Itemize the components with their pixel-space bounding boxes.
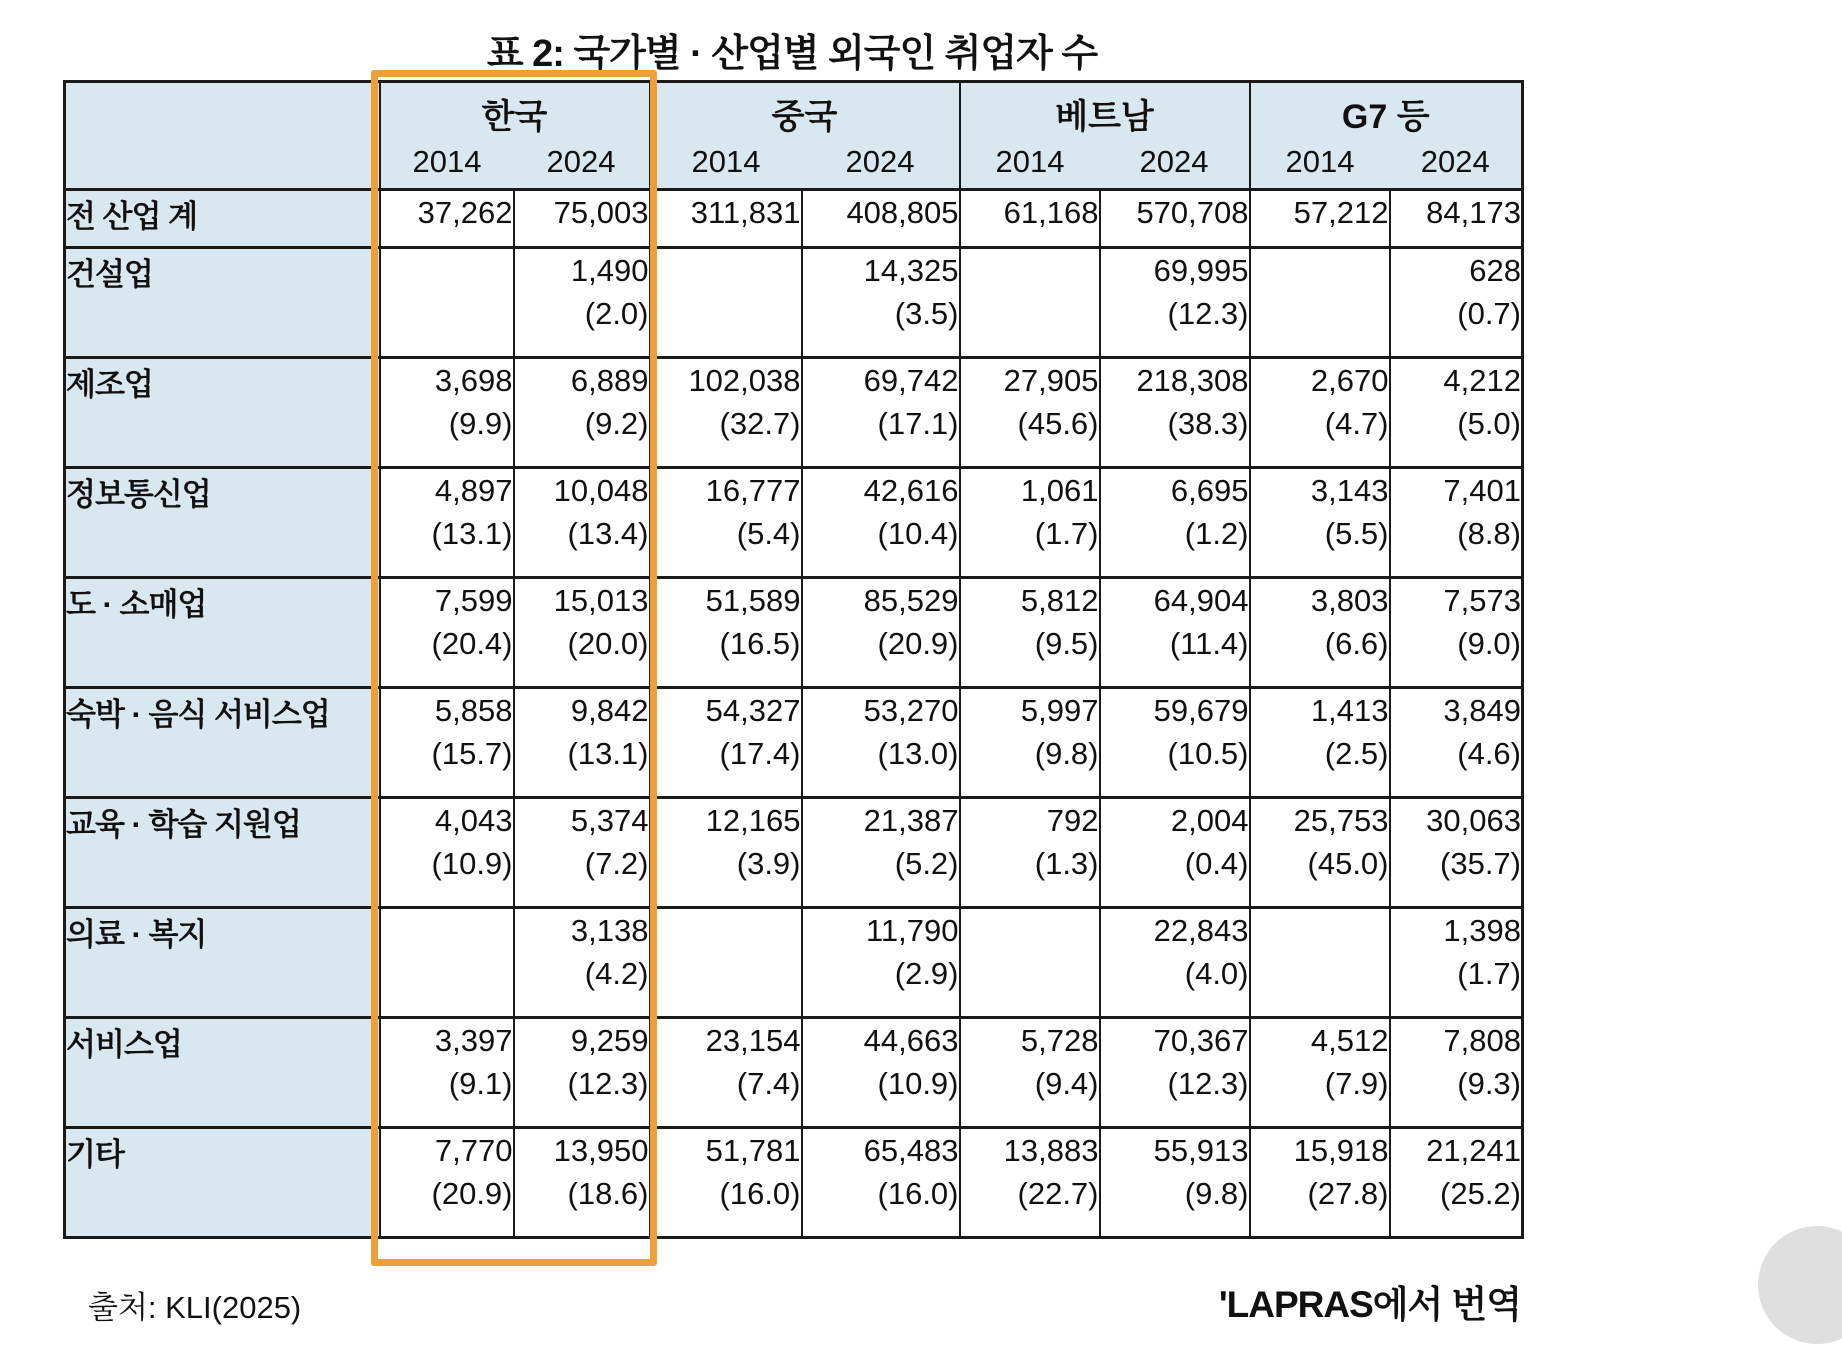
- cell-percent: (9.5): [1034, 626, 1099, 661]
- value-cell: [1100, 798, 1250, 908]
- cell-value: 1,490: [570, 253, 649, 288]
- cell-value: 570,708: [1136, 195, 1249, 230]
- cell-percent: (13.1): [567, 736, 649, 771]
- cell-value: 21,241: [1426, 1133, 1521, 1168]
- value-cell: [1390, 1018, 1523, 1128]
- value-cell: [650, 578, 802, 688]
- cell-value: 3,138: [570, 913, 649, 948]
- cell-percent: (2.0): [584, 296, 649, 331]
- cell-percent: (12.3): [567, 1066, 649, 1101]
- cell-value: 44,663: [863, 1023, 959, 1058]
- value-cell: [380, 248, 514, 358]
- cell-percent: (8.8): [1457, 516, 1521, 551]
- cell-value: 9,259: [570, 1023, 649, 1058]
- translation-credit: 'LAPRAS에서 번역: [1218, 1284, 1521, 1325]
- value-cell: [960, 190, 1100, 248]
- cell-percent: (4.7): [1324, 406, 1389, 441]
- cell-percent: (9.2): [584, 406, 649, 441]
- watermark-circle: [1758, 1226, 1842, 1344]
- cell-value: 2,004: [1170, 803, 1249, 838]
- cell-percent: (3.5): [894, 296, 959, 331]
- cell-percent: (9.4): [1034, 1066, 1099, 1101]
- year-header: 2014: [380, 144, 514, 190]
- cell-percent: (4.6): [1457, 736, 1521, 771]
- cell-value: 1,413: [1310, 693, 1389, 728]
- cell-value: 13,883: [1003, 1133, 1099, 1168]
- cell-percent: (10.4): [877, 516, 959, 551]
- cell-percent: (9.8): [1184, 1176, 1249, 1211]
- value-cell: [380, 468, 514, 578]
- value-cell: [1100, 358, 1250, 468]
- cell-value: 51,589: [705, 583, 801, 618]
- value-cell: [650, 1018, 802, 1128]
- cell-value: 57,212: [1293, 195, 1389, 230]
- value-cell: [1250, 578, 1390, 688]
- value-cell: [1390, 688, 1523, 798]
- value-cell: [1100, 578, 1250, 688]
- cell-value: 85,529: [863, 583, 959, 618]
- cell-value: 84,173: [1426, 195, 1521, 230]
- value-cell: [802, 468, 960, 578]
- page-title: 표 2: 국가별 · 산업별 외국인 취업자 수: [486, 33, 1098, 75]
- cell-value: 15,918: [1293, 1133, 1389, 1168]
- value-cell: [380, 1018, 514, 1128]
- value-cell: [380, 908, 514, 1018]
- value-cell: [960, 908, 1100, 1018]
- value-cell: [1390, 358, 1523, 468]
- table-row: [65, 358, 1523, 468]
- cell-percent: (20.0): [567, 626, 649, 661]
- cell-percent: (9.3): [1457, 1066, 1521, 1101]
- value-cell: [514, 578, 650, 688]
- cell-percent: (0.7): [1457, 296, 1521, 331]
- table-header: [65, 82, 1523, 190]
- value-cell: [1250, 190, 1390, 248]
- cell-percent: (11.4): [1169, 626, 1249, 661]
- year-header: 2014: [1250, 144, 1390, 190]
- cell-percent: (20.9): [431, 1176, 513, 1211]
- cell-value: 3,397: [434, 1023, 513, 1058]
- value-cell: [802, 248, 960, 358]
- cell-value: 1,398: [1443, 913, 1521, 948]
- cell-percent: (20.9): [877, 626, 959, 661]
- cell-percent: (45.6): [1017, 406, 1099, 441]
- column-group-header: 베트남: [960, 82, 1250, 144]
- table-row: [65, 468, 1523, 578]
- row-label: 숙박 · 음식 서비스업: [65, 688, 380, 798]
- value-cell: [650, 798, 802, 908]
- value-cell: [960, 578, 1100, 688]
- table-row: [65, 248, 1523, 358]
- cell-percent: (10.9): [431, 846, 513, 881]
- table-row: [65, 1018, 1523, 1128]
- cell-value: 9,842: [570, 693, 649, 728]
- cell-percent: (0.4): [1184, 846, 1249, 881]
- cell-value: 5,374: [570, 803, 649, 838]
- row-label: 기타: [65, 1128, 380, 1238]
- cell-value: 628: [1469, 253, 1521, 288]
- year-header: 2014: [960, 144, 1100, 190]
- cell-value: 408,805: [846, 195, 959, 230]
- value-cell: [514, 190, 650, 248]
- cell-percent: (7.9): [1324, 1066, 1389, 1101]
- value-cell: [380, 798, 514, 908]
- year-header: 2024: [1390, 144, 1523, 190]
- cell-percent: (9.0): [1457, 626, 1521, 661]
- cell-percent: (22.7): [1017, 1176, 1099, 1211]
- cell-value: 4,043: [434, 803, 513, 838]
- cell-value: 15,013: [553, 583, 649, 618]
- value-cell: [514, 358, 650, 468]
- value-cell: [650, 248, 802, 358]
- cell-percent: (17.4): [719, 736, 801, 771]
- cell-value: 51,781: [705, 1133, 801, 1168]
- value-cell: [1100, 190, 1250, 248]
- cell-value: 4,897: [434, 473, 513, 508]
- cell-percent: (32.7): [719, 406, 801, 441]
- cell-percent: (7.4): [736, 1066, 801, 1101]
- cell-percent: (25.2): [1440, 1176, 1521, 1211]
- cell-value: 75,003: [553, 195, 649, 230]
- table-row: [65, 1128, 1523, 1238]
- value-cell: [1100, 1128, 1250, 1238]
- cell-percent: (9.9): [448, 406, 513, 441]
- cell-percent: (10.5): [1167, 736, 1249, 771]
- value-cell: [514, 468, 650, 578]
- corner-cell: [65, 82, 380, 190]
- value-cell: [380, 578, 514, 688]
- value-cell: [380, 688, 514, 798]
- value-cell: [1390, 798, 1523, 908]
- cell-percent: (13.4): [567, 516, 649, 551]
- cell-percent: (3.9): [736, 846, 801, 881]
- foreign-workers-table: [63, 80, 1524, 1239]
- year-header: 2014: [650, 144, 802, 190]
- value-cell: [960, 1128, 1100, 1238]
- value-cell: [1250, 358, 1390, 468]
- cell-percent: (2.9): [894, 956, 959, 991]
- cell-percent: (5.4): [736, 516, 801, 551]
- cell-value: 10,048: [553, 473, 649, 508]
- cell-value: 7,599: [434, 583, 513, 618]
- cell-value: 3,143: [1310, 473, 1389, 508]
- value-cell: [1250, 688, 1390, 798]
- cell-value: 11,790: [865, 913, 959, 948]
- value-cell: [1250, 798, 1390, 908]
- cell-percent: (9.8): [1034, 736, 1099, 771]
- cell-value: 5,997: [1020, 693, 1099, 728]
- cell-percent: (1.2): [1184, 516, 1249, 551]
- table-row: [65, 190, 1523, 248]
- cell-value: 3,849: [1443, 693, 1521, 728]
- row-label: 제조업: [65, 358, 380, 468]
- cell-percent: (5.2): [894, 846, 959, 881]
- value-cell: [960, 798, 1100, 908]
- value-cell: [1390, 468, 1523, 578]
- value-cell: [802, 1128, 960, 1238]
- cell-value: 69,742: [863, 363, 959, 398]
- value-cell: [1100, 468, 1250, 578]
- cell-value: 4,512: [1310, 1023, 1389, 1058]
- row-label: 서비스업: [65, 1018, 380, 1128]
- cell-value: 61,168: [1003, 195, 1099, 230]
- table-row: [65, 908, 1523, 1018]
- cell-value: 64,904: [1153, 583, 1249, 618]
- column-group-header: G7 등: [1250, 82, 1523, 144]
- cell-value: 12,165: [705, 803, 801, 838]
- cell-percent: (4.2): [584, 956, 649, 991]
- value-cell: [802, 1018, 960, 1128]
- cell-percent: (45.0): [1307, 846, 1389, 881]
- value-cell: [1390, 248, 1523, 358]
- cell-value: 3,803: [1310, 583, 1389, 618]
- country-header-row: [65, 82, 1523, 144]
- cell-value: 5,728: [1020, 1023, 1099, 1058]
- value-cell: [1390, 578, 1523, 688]
- row-label: 건설업: [65, 248, 380, 358]
- row-label: 도 · 소매업: [65, 578, 380, 688]
- cell-percent: (6.6): [1324, 626, 1389, 661]
- value-cell: [960, 688, 1100, 798]
- value-cell: [380, 190, 514, 248]
- cell-percent: (4.0): [1184, 956, 1249, 991]
- cell-value: 218,308: [1136, 363, 1249, 398]
- cell-value: 6,695: [1170, 473, 1249, 508]
- value-cell: [380, 1128, 514, 1238]
- cell-percent: (16.0): [719, 1176, 801, 1211]
- cell-value: 21,387: [863, 803, 959, 838]
- value-cell: [1100, 688, 1250, 798]
- value-cell: [514, 798, 650, 908]
- cell-percent: (1.3): [1034, 846, 1099, 881]
- cell-value: 70,367: [1153, 1023, 1249, 1058]
- value-cell: [1250, 248, 1390, 358]
- value-cell: [514, 1128, 650, 1238]
- cell-value: 25,753: [1293, 803, 1389, 838]
- value-cell: [514, 248, 650, 358]
- cell-value: 59,679: [1153, 693, 1249, 728]
- cell-value: 30,063: [1426, 803, 1521, 838]
- cell-value: 7,770: [434, 1133, 513, 1168]
- value-cell: [650, 688, 802, 798]
- cell-percent: (5.5): [1324, 516, 1389, 551]
- value-cell: [1250, 1018, 1390, 1128]
- year-header: 2024: [1100, 144, 1250, 190]
- cell-value: 7,401: [1443, 473, 1521, 508]
- table-row: [65, 688, 1523, 798]
- value-cell: [650, 1128, 802, 1238]
- value-cell: [1250, 908, 1390, 1018]
- cell-value: 5,858: [434, 693, 513, 728]
- value-cell: [650, 468, 802, 578]
- cell-percent: (13.1): [431, 516, 513, 551]
- cell-percent: (16.0): [877, 1176, 959, 1211]
- cell-value: 27,905: [1003, 363, 1099, 398]
- cell-percent: (13.0): [877, 736, 959, 771]
- cell-value: 14,325: [863, 253, 959, 288]
- cell-value: 65,483: [863, 1133, 959, 1168]
- cell-value: 69,995: [1153, 253, 1249, 288]
- year-header: 2024: [514, 144, 650, 190]
- value-cell: [1250, 1128, 1390, 1238]
- table-body: [65, 190, 1523, 1238]
- cell-value: 6,889: [570, 363, 649, 398]
- cell-value: 55,913: [1153, 1133, 1249, 1168]
- value-cell: [802, 908, 960, 1018]
- cell-value: 4,212: [1443, 363, 1521, 398]
- cell-percent: (35.7): [1440, 846, 1521, 881]
- cell-value: 3,698: [434, 363, 513, 398]
- cell-percent: (12.3): [1167, 296, 1249, 331]
- cell-percent: (12.3): [1167, 1066, 1249, 1101]
- cell-value: 7,573: [1443, 583, 1521, 618]
- value-cell: [650, 190, 802, 248]
- cell-percent: (2.5): [1324, 736, 1389, 771]
- cell-percent: (9.1): [448, 1066, 513, 1101]
- cell-percent: (17.1): [877, 406, 959, 441]
- table-row: [65, 578, 1523, 688]
- value-cell: [514, 688, 650, 798]
- cell-value: 22,843: [1153, 913, 1249, 948]
- source-note: 출처: KLI(2025): [88, 1290, 302, 1325]
- cell-percent: (18.6): [567, 1176, 649, 1211]
- row-label: 교육 · 학습 지원업: [65, 798, 380, 908]
- cell-value: 42,616: [863, 473, 959, 508]
- table-row: [65, 798, 1523, 908]
- cell-value: 792: [1046, 803, 1099, 838]
- cell-value: 2,670: [1310, 363, 1389, 398]
- cell-value: 13,950: [553, 1133, 649, 1168]
- cell-value: 5,812: [1020, 583, 1099, 618]
- cell-value: 16,777: [705, 473, 801, 508]
- value-cell: [380, 358, 514, 468]
- value-cell: [650, 908, 802, 1018]
- cell-percent: (27.8): [1307, 1176, 1389, 1211]
- value-cell: [514, 908, 650, 1018]
- value-cell: [802, 798, 960, 908]
- value-cell: [802, 688, 960, 798]
- cell-value: 53,270: [863, 693, 959, 728]
- value-cell: [650, 358, 802, 468]
- value-cell: [1100, 1018, 1250, 1128]
- value-cell: [1100, 248, 1250, 358]
- value-cell: [1390, 190, 1523, 248]
- value-cell: [802, 190, 960, 248]
- row-label: 의료 · 복지: [65, 908, 380, 1018]
- cell-percent: (20.4): [431, 626, 513, 661]
- cell-percent: (15.7): [431, 736, 513, 771]
- column-group-header: 중국: [650, 82, 960, 144]
- cell-percent: (38.3): [1167, 406, 1249, 441]
- row-label: 정보통신업: [65, 468, 380, 578]
- cell-value: 54,327: [705, 693, 801, 728]
- value-cell: [1390, 908, 1523, 1018]
- cell-percent: (16.5): [719, 626, 801, 661]
- value-cell: [1390, 1128, 1523, 1238]
- cell-percent: (7.2): [584, 846, 649, 881]
- row-label: 전 산업 계: [65, 190, 380, 248]
- value-cell: [1250, 468, 1390, 578]
- cell-value: 102,038: [688, 363, 801, 398]
- cell-value: 311,831: [690, 195, 801, 230]
- cell-percent: (1.7): [1034, 516, 1099, 551]
- value-cell: [960, 468, 1100, 578]
- value-cell: [1100, 908, 1250, 1018]
- value-cell: [802, 578, 960, 688]
- cell-percent: (5.0): [1457, 406, 1521, 441]
- value-cell: [802, 358, 960, 468]
- cell-value: 37,262: [417, 195, 513, 230]
- column-group-header: 한국: [380, 82, 650, 144]
- cell-percent: (1.7): [1457, 956, 1521, 991]
- value-cell: [960, 248, 1100, 358]
- value-cell: [960, 358, 1100, 468]
- value-cell: [514, 1018, 650, 1128]
- cell-value: 23,154: [705, 1023, 801, 1058]
- cell-percent: (10.9): [877, 1066, 959, 1101]
- cell-value: 7,808: [1443, 1023, 1521, 1058]
- year-header: 2024: [802, 144, 960, 190]
- value-cell: [960, 1018, 1100, 1128]
- cell-value: 1,061: [1020, 473, 1099, 508]
